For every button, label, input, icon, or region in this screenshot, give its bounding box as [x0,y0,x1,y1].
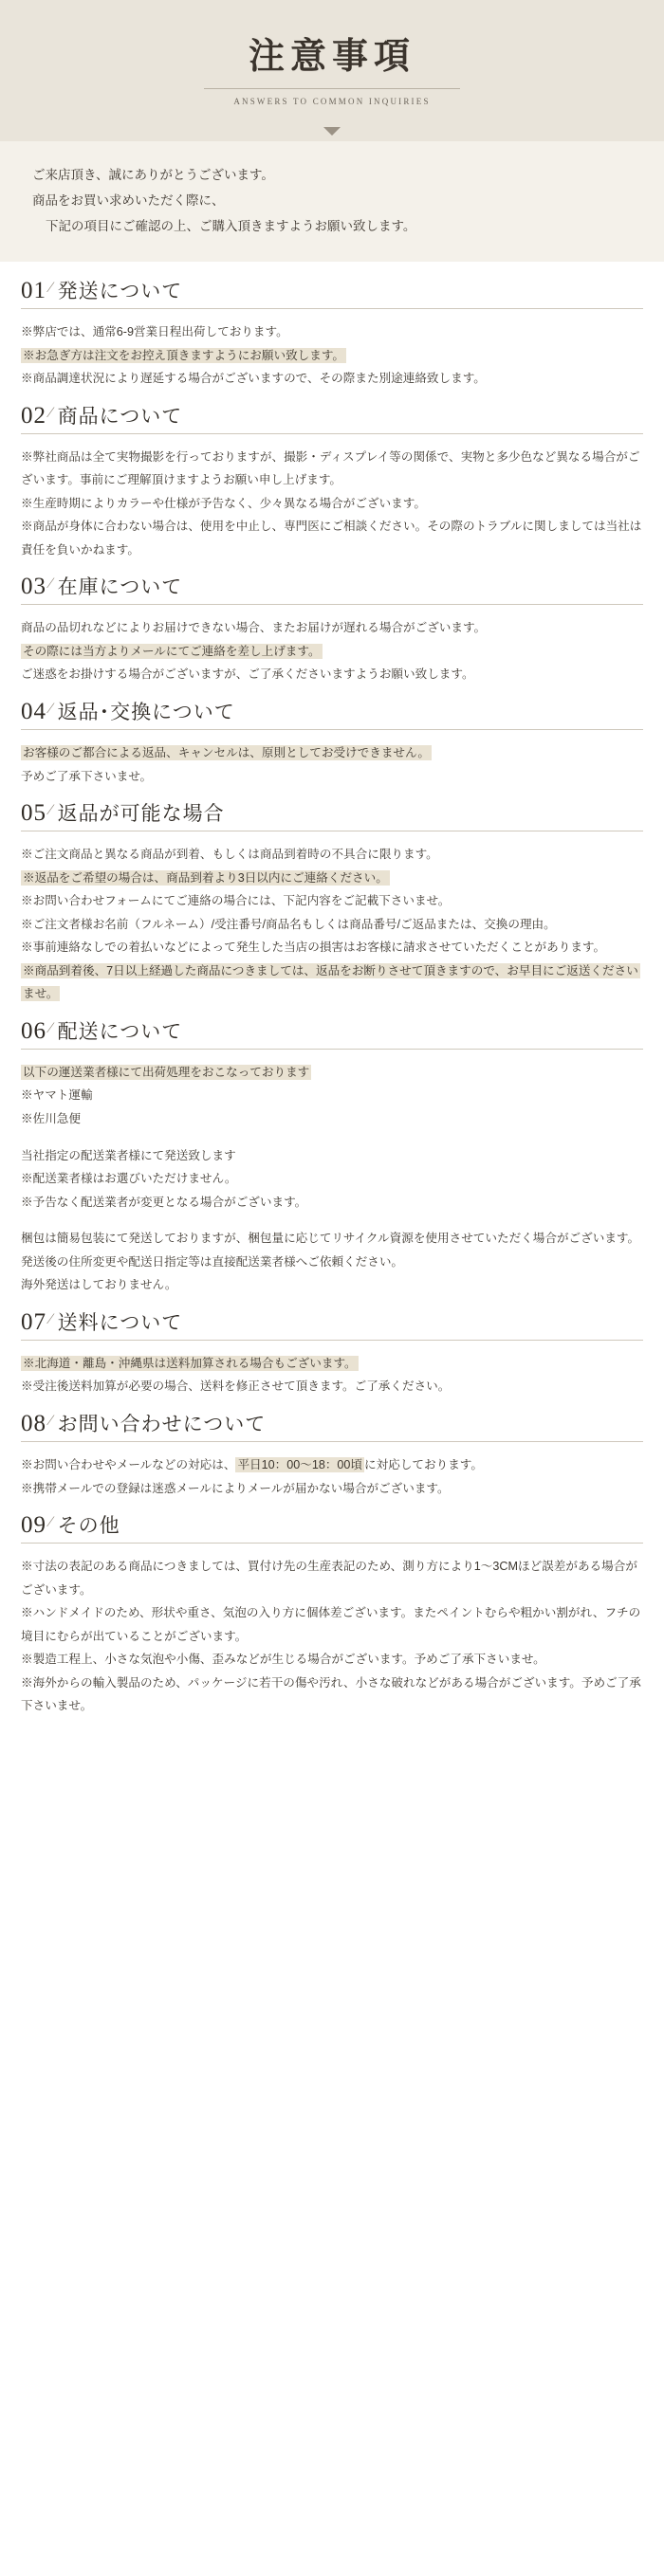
section-number: 08 [21,1410,46,1436]
header-divider [204,88,460,89]
section-title: 発送について [57,281,183,302]
highlighted-text: お客様のご都合による返品、キャンセルは、原則としてお受けできません。 [23,746,430,760]
section-slash-icon: ⁄ [49,1514,52,1531]
paragraph: ※寸法の表記のある商品につきましては、買付け先の生産表記のため、測り方により1～3CMほど誤差がある場合がございます。 [21,1560,637,1597]
section-body [21,1453,643,1500]
paragraph: ※佐川急便 [21,1112,81,1126]
sections-container [0,262,664,1769]
section-number: 01 [21,278,46,303]
paragraph: 梱包は簡易包装にて発送しておりますが、梱包量に応じてリサイクル資源を使用させていただく場合がございます。 [21,1232,640,1246]
paragraph: ※海外からの輸入製品のため、パッケージに若干の傷や汚れ、小さな破れなどがある場合がございます。予めご了承下さいませ。 [21,1675,641,1713]
paragraph [21,640,643,664]
section-title: その他 [57,1515,120,1538]
section-body [21,843,643,1006]
section-body [21,1555,643,1718]
paragraph: ※予告なく配送業者が変更となる場合がございます。 [21,1195,307,1209]
paragraph: ※弊社商品は全て実物撮影を行っておりますが、撮影・ディスプレイ等の関係で、実物と多少色など異なる場合がございます。事前にご理解頂けますようお願い申し上げます。 [21,449,640,487]
paragraph: ※ハンドメイドのため、形状や重さ、気泡の入り方に個体差ございます。またペイントむらや粗かい割がれ、フチの境目にむらが出ていることがございます。 [21,1606,641,1643]
section-slash-icon: ⁄ [49,701,52,718]
section-header [21,1310,643,1341]
paragraph: ※受注後送料加算が必要の場合、送料を修正させて頂きます。ご了承ください。 [21,1379,451,1394]
section-title: 送料について [57,1311,183,1334]
section-header [21,1019,643,1050]
highlighted-text: ※返品をご希望の場合は、商品到着より3日以内にご連絡ください。 [23,870,388,885]
section-07 [21,1310,643,1398]
highlighted-text: 以下の運送業者様にて出荷処理をおこなっております [23,1065,310,1079]
paragraph: ※生産時期によりカラーや仕様が予告なく、少々異なる場合がございます。 [21,496,426,510]
section-header [21,1513,643,1544]
section-title: 返品･交換について [57,702,235,724]
section-body [21,616,643,686]
paragraph: ※弊店では、通常6-9営業日程出荷しております。 [21,325,288,338]
paragraph: ※事前連絡なしでの着払いなどによって発生した当店の損害はお客様に請求させていただくことがあります。 [21,941,606,955]
paragraph: ※ご注文商品と異なる商品が到着、もしくは商品到着時の不具合に限ります。 [21,848,438,862]
section-title: 商品について [57,405,183,428]
page-header [0,0,664,141]
section-header [21,801,643,831]
paragraph: ※ヤマト運輸 [21,1088,93,1103]
section-slash-icon: ⁄ [49,280,52,296]
section-slash-icon: ⁄ [49,1019,52,1036]
section-09 [21,1513,643,1718]
paragraph: ※商品が身体に合わない場合は、使用を中止し、専門医にご相談ください。その際のトラブルに関しましては当社は責任を負いかねます。 [21,520,642,557]
section-header [21,404,643,434]
paragraph: ※お問い合わせフォームにてご連絡の場合には、下記内容をご記載下さいませ。 [21,894,451,908]
chevron-down-icon [323,127,341,136]
intro-line-2: 商品をお買い求めいただく際に、 [32,193,225,208]
paragraph: ※携帯メールでの登録は迷惑メールによりメールが届かない場合がございます。 [21,1481,450,1495]
section-slash-icon: ⁄ [49,575,52,593]
section-title: 返品が可能な場合 [57,803,225,826]
paragraph: ※製造工程上、小さな気泡や小傷、歪みなどが生じる場合がございます。予めご了承下さいませ。 [21,1653,545,1667]
section-body [21,1061,643,1297]
paragraph: ※配送業者様はお選びいただけません。 [21,1172,237,1186]
intro-line-1: ご来店頂き、誠にありがとうございます。 [32,168,274,182]
section-number: 05 [21,800,46,827]
paragraph [21,741,643,765]
paragraph [21,1061,643,1085]
section-number: 09 [21,1512,46,1539]
paragraph [21,344,643,368]
paragraph: 当社指定の配送業者様にて発送致します [21,1148,236,1162]
paragraph: 海外発送はしておりません。 [21,1278,177,1292]
section-body [21,741,643,788]
paragraph: ※お問い合わせやメールなどの対応は、 平日10：00～18：00頃 に対応しております。 [21,1457,483,1471]
section-04 [21,700,643,788]
paragraph: 発送後の住所変更や配送日指定等は直接配送業者様へご依頼ください。 [21,1254,403,1269]
section-slash-icon: ⁄ [49,1310,52,1327]
section-number: 02 [21,402,46,429]
section-slash-icon: ⁄ [49,802,52,819]
page-subtitle: ANSWERS TO COMMON INQUIRIES [233,97,431,106]
section-number: 03 [21,574,46,600]
section-slash-icon: ⁄ [49,404,52,421]
section-01 [21,279,643,391]
section-number: 06 [21,1017,46,1044]
page-title: 注意事項 [248,37,415,77]
highlighted-text: ※北海道・離島・沖縄県は送料加算される場合もございます。 [23,1356,357,1370]
highlighted-text: その際には当方よりメールにてご連絡を差し上げます。 [23,644,321,658]
section-number: 04 [21,699,46,725]
section-02 [21,404,643,562]
paragraph: 予めご了承下さいませ。 [21,769,153,783]
paragraph-spacer [21,1214,643,1227]
paragraph [21,1352,643,1376]
section-header [21,1412,643,1442]
section-body [21,320,643,391]
section-title: 配送について [57,1020,183,1043]
section-08 [21,1412,643,1500]
section-06 [21,1019,643,1297]
section-header [21,700,643,730]
paragraph [21,959,643,1006]
paragraph [21,867,643,890]
paragraph: ※商品調達状況により遅延する場合がございますので、その際また別途連絡致します。 [21,372,486,386]
highlighted-text: 平日10：00～18：00頃 [237,1457,363,1471]
paragraph: ※ご注文者様お名前（フルネーム）/受注番号/商品名もしくは商品番号/ご返品または、交換の理由。 [21,917,556,931]
section-05 [21,801,643,1006]
highlighted-text: ※商品到着後、7日以上経過した商品につきましては、返品をお断りさせて頂きますので、お早目にご返送くださいませ。 [23,963,638,1001]
paragraph-spacer [21,1131,643,1144]
section-body [21,1352,643,1398]
paragraph: 商品の品切れなどによりお届けできない場合、またお届けが遅れる場合がございます。 [21,621,487,635]
section-title: 在庫について [57,576,183,599]
intro-block [0,141,664,262]
section-title: お問い合わせについて [57,1413,267,1435]
intro-line-3: 下記の項目にご確認の上、ご購入頂きますようお願い致します。 [46,219,416,233]
section-header [21,575,643,605]
section-header [21,279,643,309]
highlighted-text: ※お急ぎ方は注文をお控え頂きますようにお願い致します。 [23,348,345,362]
section-body [21,446,643,562]
section-number: 07 [21,1308,46,1335]
paragraph: ご迷惑をお掛けする場合がございますが、ご了承くださいますようお願い致します。 [21,667,474,682]
section-03 [21,575,643,686]
section-slash-icon: ⁄ [49,1412,52,1429]
